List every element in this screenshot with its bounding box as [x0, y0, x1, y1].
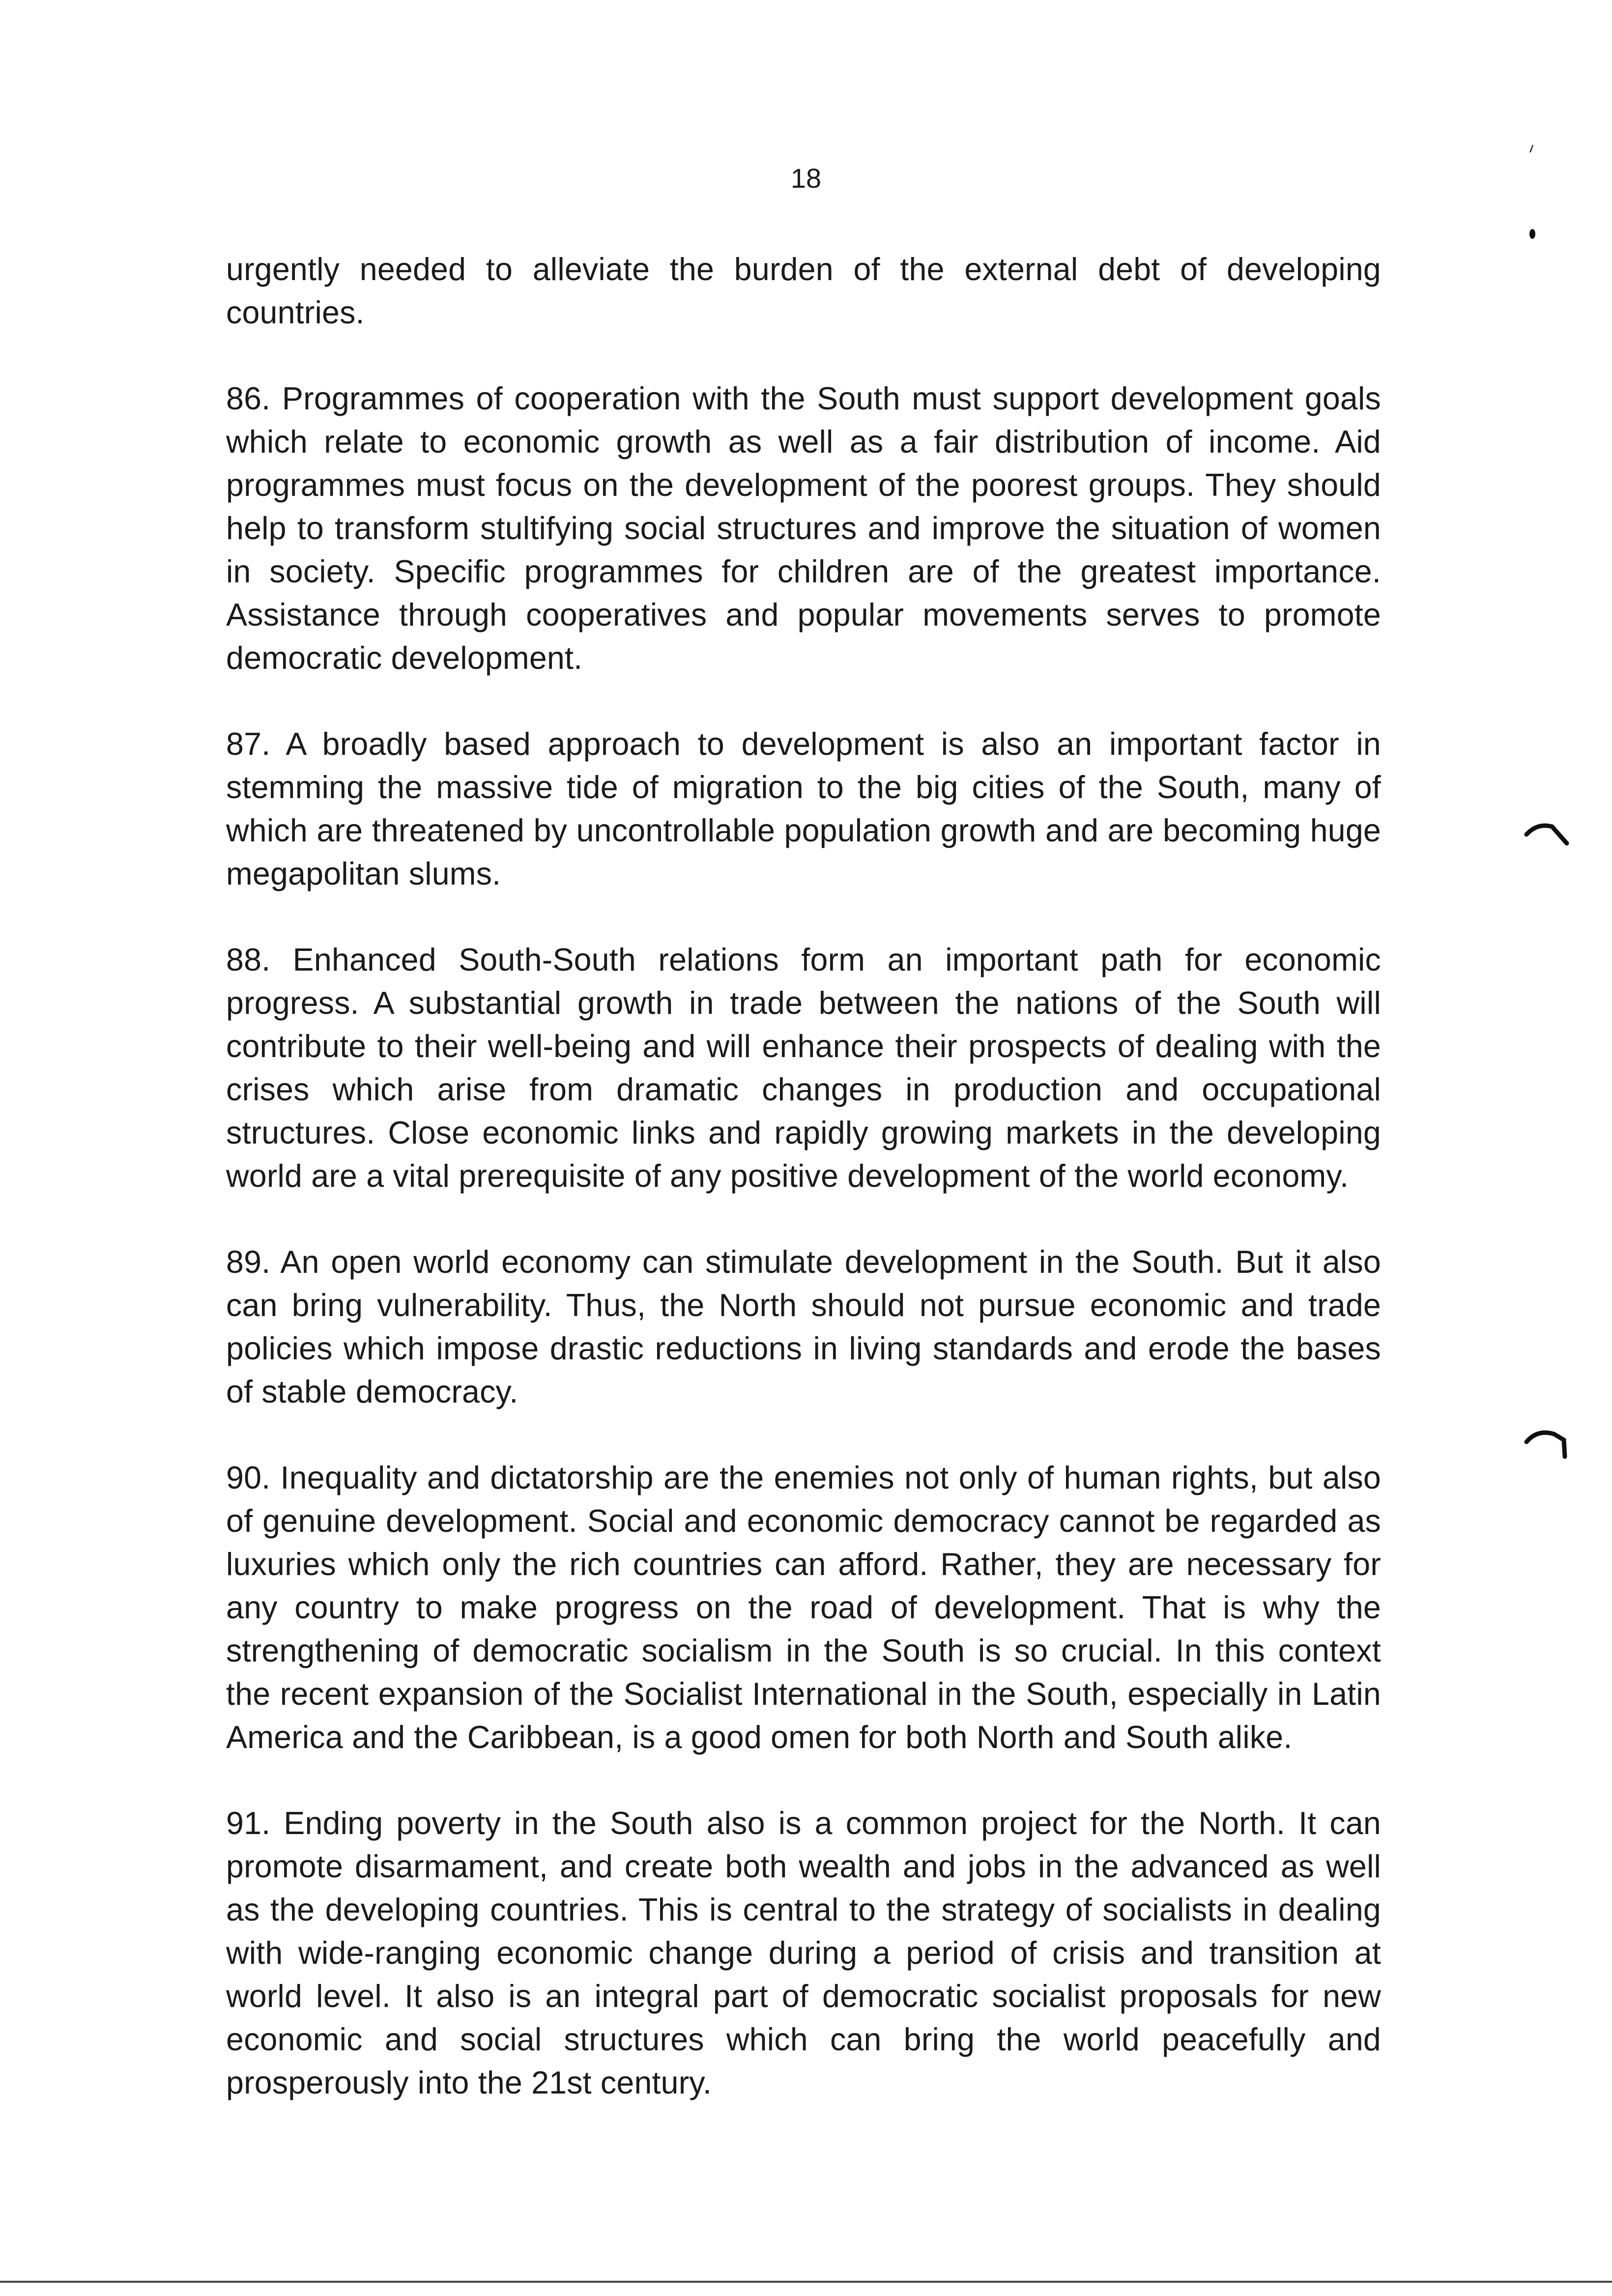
paragraph-91: 91. Ending poverty in the South also is a common project for the North. It can promote disarmament, and create both wealth and jobs in the advanced as well as the developing countries. This is central to the strategy of socialists in dealing with wide-ranging economic change during a period of crisis and transition at world level. It also is an integral part of democratic socialist proposals for new economic and social structures which can bring the world peacefully and prosperously into the 21st century.: [226, 1806, 1381, 2100]
bottom-edge-rule: [0, 2281, 1612, 2283]
punch-hole-arc-icon: [1523, 820, 1572, 849]
paragraph-86: 86. Programmes of cooperation with the South must support development goals which relate to economic growth as well as a fair distribution of income. Aid programmes must focus on the development of the poorest groups. They should help to transform stultifying social structures and improve the situation of women in society. Specific programmes for children are of the greatest importance. Assistance through cooperatives and popular movements serves to promote democratic development.: [226, 381, 1381, 676]
paragraph-88: 88. Enhanced South-South relations form an important path for economic progress. A substantial growth in trade between the nations of the South will contribute to their well-being and will enhance their prospects of dealing with the crises which arise from dramatic changes in production and occupational structures. Close economic links and rapidly growing markets in the developing world are a vital prerequisite of any positive development of the world economy.: [226, 942, 1381, 1194]
paragraph-90: 90. Inequality and dictatorship are the enemies not only of human rights, but also of genuine development. Social and economic democracy cannot be regarded as luxuries which only the rich countries can afford. Rather, they are necessary for any country to make progress on the road of development. That is why the strengthening of democratic socialism in the South is so crucial. In this context the recent expansion of the Socialist International in the South, especially in Latin America and the Caribbean, is a good omen for both North and South alike.: [226, 1460, 1381, 1755]
scan-dot-mark: [1527, 226, 1537, 241]
paragraph-continuation: urgently needed to alleviate the burden of the external debt of developing countries.: [226, 252, 1381, 330]
punch-hole-arc-icon: [1523, 1425, 1572, 1461]
paragraph-89: 89. An open world economy can stimulate development in the South. But it also can bring vulnerability. Thus, the North should not pursue economic and trade policies which impose drastic reductions in living standards and erode the bases of stable democracy.: [226, 1244, 1381, 1409]
page-number: 18: [790, 163, 822, 194]
paragraph-87: 87. A broadly based approach to development is also an important factor in stemming the massive tide of migration to the big cities of the South, many of which are threatened by uncontrollable population growth and are becoming huge megapolitan slums.: [226, 726, 1381, 891]
scan-speck-mark: [1527, 143, 1535, 154]
document-body: [226, 248, 1381, 2104]
